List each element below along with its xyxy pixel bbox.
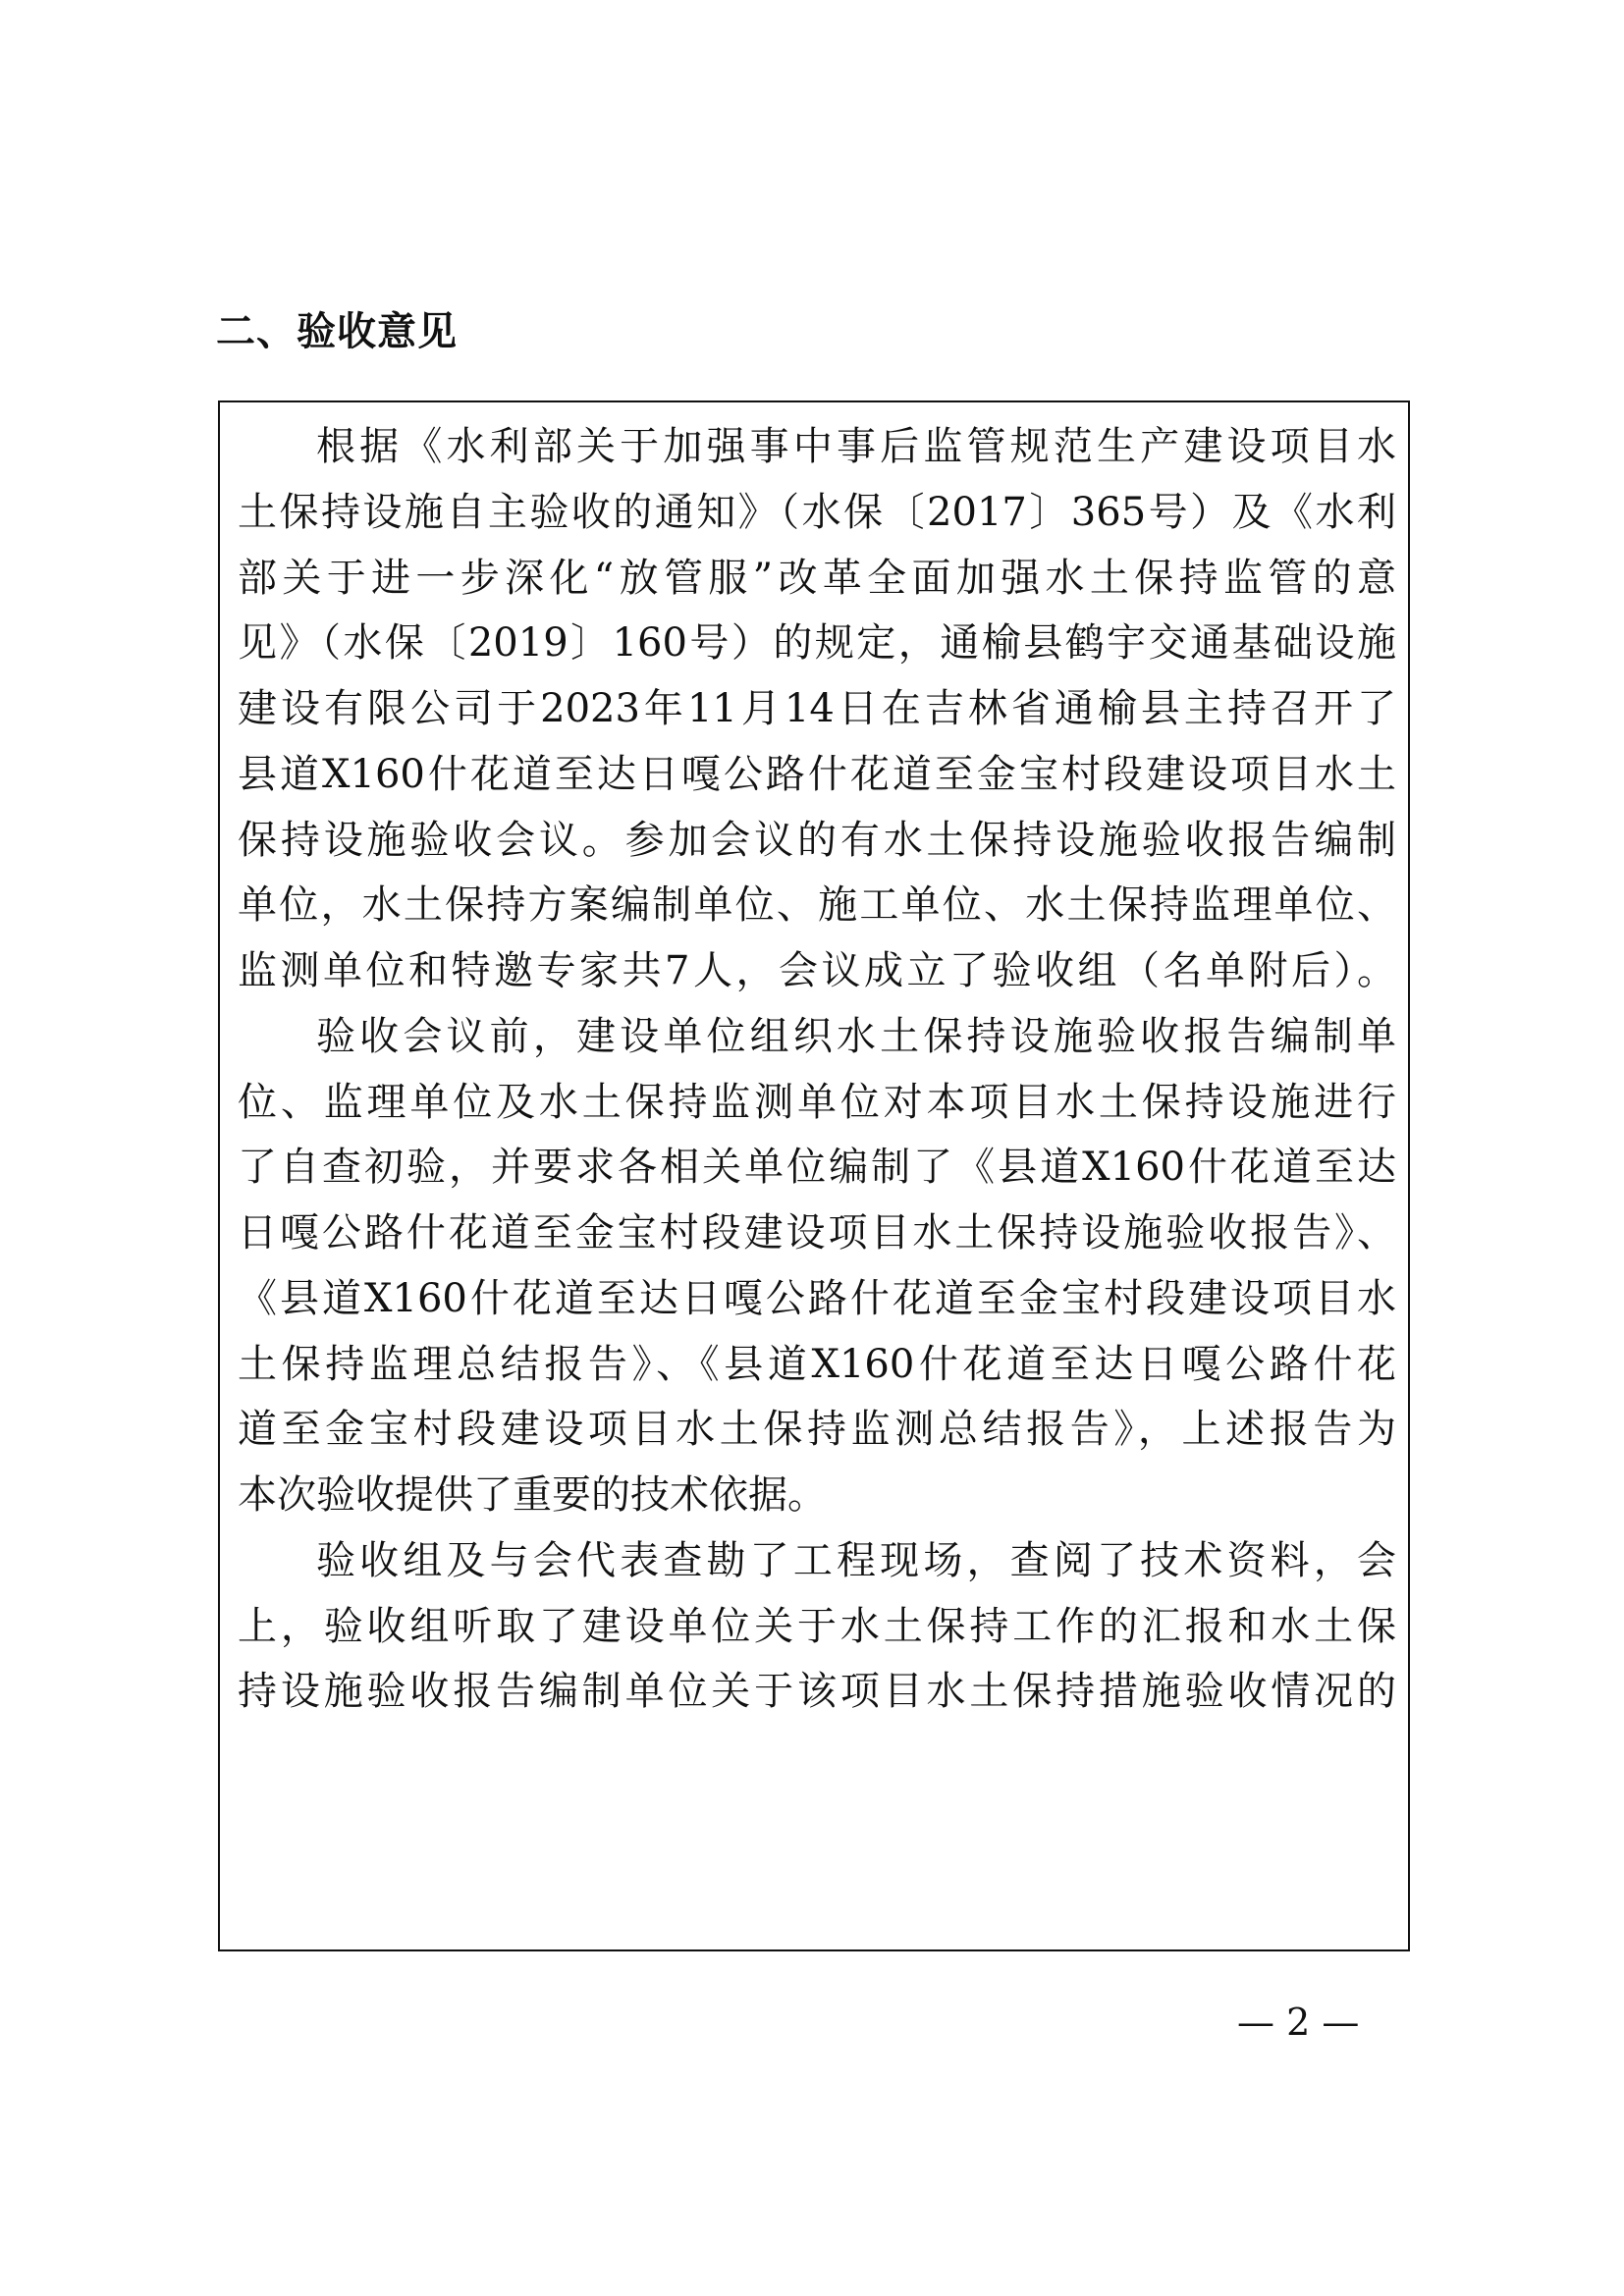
text-line: 验收会议前，建设单位组织水土保持设施验收报告编制单 <box>316 1013 1396 1059</box>
text-line: 监测单位和特邀专家共7人，会议成立了验收组（名单附后）。 <box>238 948 1396 993</box>
text-line: 上，验收组听取了建设单位关于水土保持工作的汇报和水土保 <box>238 1603 1396 1649</box>
page-number: — 2 — <box>1237 2001 1360 2044</box>
opinion-text <box>238 414 1396 1725</box>
text-line: 土保持监理总结报告》、《县道X160什花道至达日嘎公路什花 <box>238 1341 1396 1387</box>
text-line: 本次验收提供了重要的技术依据。 <box>238 1472 827 1518</box>
text-line: 持设施验收报告编制单位关于该项目水土保持措施验收情况的 <box>238 1669 1396 1715</box>
text-line: 位、监理单位及水土保持监测单位对本项目水土保持设施进行 <box>238 1079 1396 1125</box>
text-line: 根据《水利部关于加强事中事后监管规范生产建设项目水 <box>316 424 1396 469</box>
text-line: 验收组及与会代表查勘了工程现场，查阅了技术资料，会 <box>316 1537 1396 1583</box>
section-heading: 二、验收意见 <box>216 309 458 354</box>
text-line: 《县道X160什花道至达日嘎公路什花道至金宝村段建设项目水 <box>238 1275 1396 1321</box>
opinion-box <box>218 400 1410 1951</box>
text-line: 道至金宝村段建设项目水土保持监测总结报告》，上述报告为 <box>238 1407 1396 1453</box>
text-line: 部关于进一步深化“放管服”改革全面加强水土保持监管的意 <box>238 555 1396 601</box>
text-line: 了自查初验，并要求各相关单位编制了《县道X160什花道至达 <box>238 1145 1396 1191</box>
text-line: 见》（水保〔2019〕160号）的规定，通榆县鹤宇交通基础设施 <box>238 620 1396 667</box>
text-line: 日嘎公路什花道至金宝村段建设项目水土保持设施验收报告》、 <box>238 1210 1396 1255</box>
text-line: 建设有限公司于2023年11月14日在吉林省通榆县主持召开了 <box>238 686 1396 731</box>
text-line: 土保持设施自主验收的通知》（水保〔2017〕365号）及《水利 <box>238 489 1396 535</box>
text-line: 县道X160什花道至达日嘎公路什花道至金宝村段建设项目水土 <box>238 751 1396 797</box>
text-line: 保持设施验收会议。参加会议的有水土保持设施验收报告编制 <box>238 817 1396 863</box>
text-line: 单位，水土保持方案编制单位、施工单位、水土保持监理单位、 <box>238 882 1396 929</box>
